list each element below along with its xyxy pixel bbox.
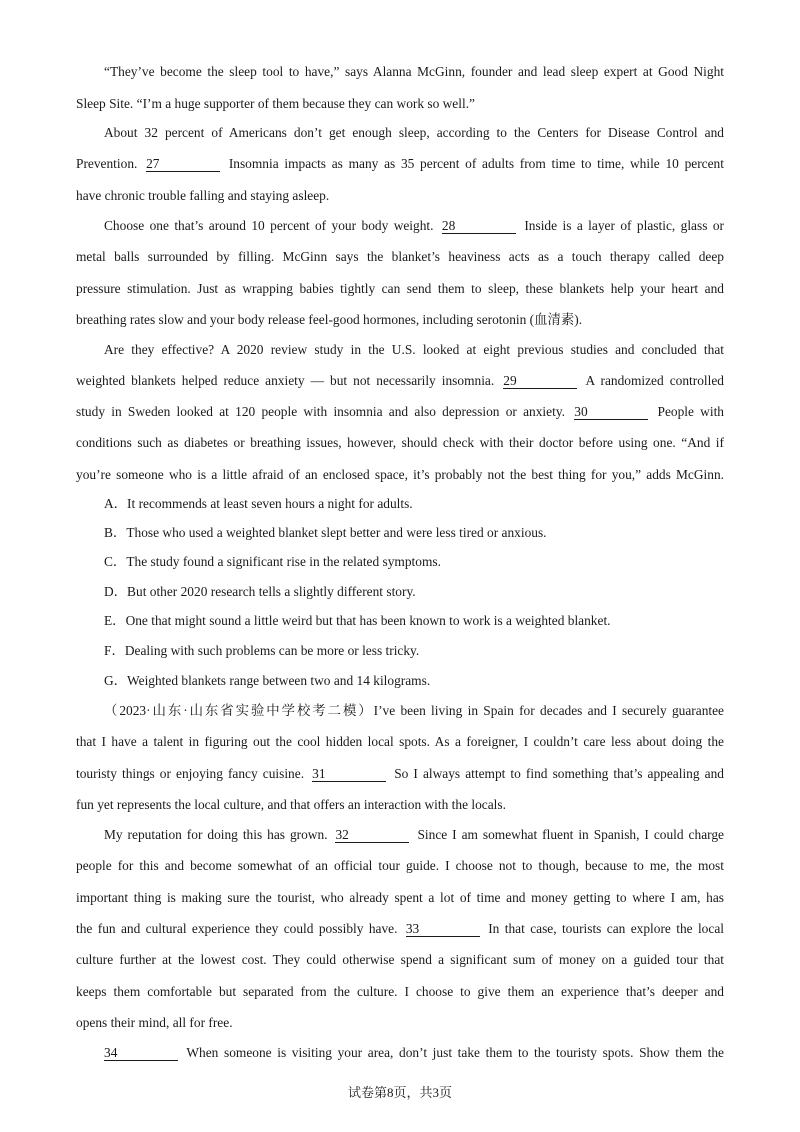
passage2-line bbox=[104, 1044, 724, 1062]
page-footer: 试卷第8页，共3页 bbox=[347, 1085, 452, 1100]
passage1-line bbox=[76, 280, 724, 298]
text: Prevention. bbox=[76, 156, 138, 171]
text: Are they effective? A 2020 review study in the U.S. looked at eight previous studies and concluded that bbox=[104, 342, 724, 357]
passage1-line bbox=[76, 434, 724, 452]
text: metal balls surrounded by filling. McGinn says the blanket’s heaviness acts as a touch therapy called deep bbox=[76, 249, 724, 264]
passage2-line bbox=[76, 1014, 724, 1032]
text: study in Sweden looked at 120 people with insomnia and also depression or anxiety. bbox=[76, 404, 565, 419]
text: you’re someone who is a little afraid of an enclosed space, it’s probably not the best thing for you,” adds McGinn. bbox=[76, 467, 724, 482]
passage2-line bbox=[76, 796, 724, 814]
passage2-line bbox=[76, 889, 724, 907]
text: People with bbox=[657, 404, 724, 419]
option-a[interactable] bbox=[104, 495, 752, 513]
text: Inside is a layer of plastic, glass or bbox=[524, 218, 724, 233]
option-text: F．Dealing with such problems can be more or less tricky. bbox=[104, 643, 420, 658]
passage1-line bbox=[76, 403, 724, 421]
option-text: C．The study found a significant rise in the related symptoms. bbox=[104, 554, 441, 569]
text: people for this and become somewhat of an official tour guide. I choose not to though, because to me, the most bbox=[76, 858, 724, 873]
passage2-line bbox=[76, 951, 724, 969]
text: breathing rates slow and your body release feel-good hormones, including serotonin (血清素). bbox=[76, 312, 583, 327]
answer-blank-28[interactable]: 28 bbox=[442, 218, 516, 234]
option-text: B．Those who used a weighted blanket slept better and were less tired or anxious. bbox=[104, 525, 547, 540]
answer-blank-32[interactable]: 32 bbox=[335, 827, 409, 843]
answer-blank-31[interactable]: 31 bbox=[312, 766, 386, 782]
text: touristy things or enjoying fancy cuisine. bbox=[76, 766, 305, 781]
text: culture further at the lowest cost. They could otherwise spend a significant sum of money on a guided tour that bbox=[76, 952, 724, 967]
passage1-line bbox=[104, 124, 724, 142]
answer-blank-27[interactable]: 27 bbox=[146, 156, 220, 172]
text: that I have a talent in figuring out the cool hidden local spots. As a foreigner, I couldn’t care less about doing the bbox=[76, 734, 724, 749]
passage2-line bbox=[76, 857, 724, 875]
option-c[interactable] bbox=[104, 553, 752, 571]
text: Since I am somewhat fluent in Spanish, I could charge bbox=[417, 827, 724, 842]
passage1-line bbox=[76, 155, 724, 173]
text: the fun and cultural experience they could possibly have. bbox=[76, 921, 398, 936]
text: Choose one that’s around 10 percent of your body weight. bbox=[104, 218, 434, 233]
option-g[interactable] bbox=[104, 672, 752, 690]
option-e[interactable] bbox=[104, 612, 752, 630]
option-text: G．Weighted blankets range between two and 14 kilograms. bbox=[104, 673, 431, 688]
option-text: E．One that might sound a little weird but that has been known to work is a weighted blanket. bbox=[104, 613, 611, 628]
passage1-line bbox=[76, 466, 724, 484]
passage1-line bbox=[76, 95, 724, 113]
text: Sleep Site. “I’m a huge supporter of them because they can work so well.” bbox=[76, 96, 475, 111]
text: conditions such as diabetes or breathing issues, however, should check with their doctor before using one. “And if bbox=[76, 435, 724, 450]
answer-blank-30[interactable]: 30 bbox=[574, 404, 648, 420]
passage1-line bbox=[76, 187, 724, 205]
passage2-line bbox=[104, 826, 724, 844]
passage1-line bbox=[76, 248, 724, 266]
passage1-line bbox=[76, 372, 724, 390]
passage2-line bbox=[76, 983, 724, 1001]
text: “They’ve become the sleep tool to have,” says Alanna McGinn, founder and lead sleep expert at Good Night bbox=[104, 64, 724, 79]
text: important thing is making sure the tourist, who already spent a lot of time and money getting to where I am, has bbox=[76, 890, 724, 905]
passage2-line bbox=[76, 733, 724, 751]
text: pressure stimulation. Just as wrapping babies tightly can send them to sleep, these blankets help your heart and bbox=[76, 281, 724, 296]
passage2-line bbox=[76, 920, 724, 938]
text: My reputation for doing this has grown. bbox=[104, 827, 328, 842]
text: When someone is visiting your area, don’t just take them to the touristy spots. Show them the bbox=[186, 1045, 724, 1060]
answer-blank-29[interactable]: 29 bbox=[503, 373, 577, 389]
passage2-line bbox=[104, 702, 724, 720]
passage1-line bbox=[104, 63, 724, 81]
text: fun yet represents the local culture, and that offers an interaction with the locals. bbox=[76, 797, 506, 812]
text: keeps them comfortable but separated from the culture. I choose to give them an experience that’s deeper and bbox=[76, 984, 724, 999]
text: So I always attempt to find something that’s appealing and bbox=[394, 766, 724, 781]
answer-blank-33[interactable]: 33 bbox=[406, 921, 480, 937]
passage2-line bbox=[76, 765, 724, 783]
option-d[interactable] bbox=[104, 583, 752, 601]
text: A randomized controlled bbox=[585, 373, 724, 388]
option-text: A．It recommends at least seven hours a night for adults. bbox=[104, 496, 413, 511]
text: have chronic trouble falling and staying asleep. bbox=[76, 188, 330, 203]
text: （2023·山东·山东省实验中学校考二模）I’ve been living in Spain for decades and I securely guarantee bbox=[104, 703, 724, 718]
option-f[interactable] bbox=[104, 642, 752, 660]
passage1-line bbox=[104, 341, 724, 359]
text: opens their mind, all for free. bbox=[76, 1015, 233, 1030]
text: About 32 percent of Americans don’t get enough sleep, according to the Centers for Disease Control and bbox=[104, 125, 724, 140]
text: Insomnia impacts as many as 35 percent of adults from time to time, while 10 percent bbox=[228, 156, 724, 171]
option-text: D．But other 2020 research tells a slightly different story. bbox=[104, 584, 416, 599]
passage1-line bbox=[76, 311, 724, 329]
passage1-line bbox=[104, 217, 724, 235]
text: In that case, tourists can explore the local bbox=[488, 921, 724, 936]
option-b[interactable] bbox=[104, 524, 752, 542]
answer-blank-34[interactable]: 34 bbox=[104, 1045, 178, 1061]
text: weighted blankets helped reduce anxiety — but not necessarily insomnia. bbox=[76, 373, 495, 388]
